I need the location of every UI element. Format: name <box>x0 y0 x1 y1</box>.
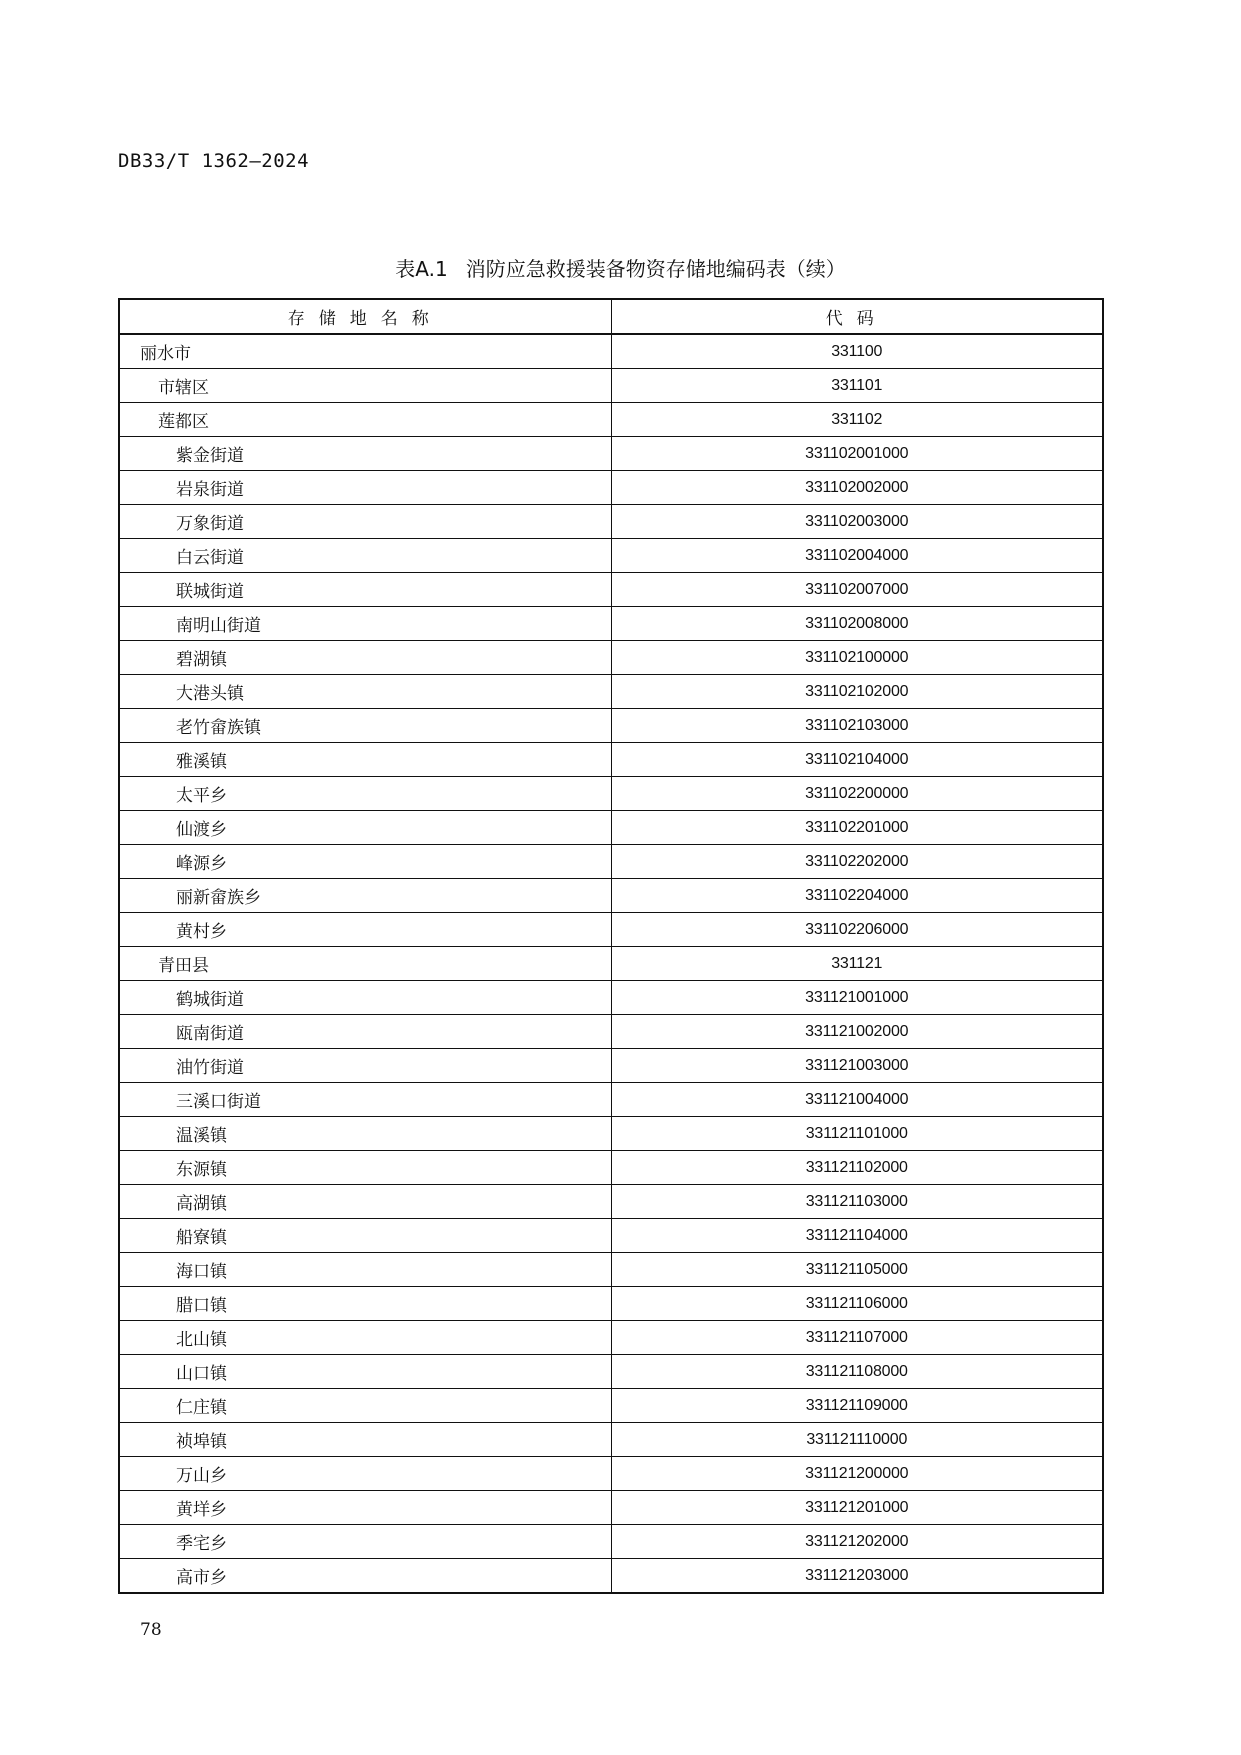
location-name-cell: 碧湖镇 <box>119 641 611 675</box>
location-name-cell: 高湖镇 <box>119 1185 611 1219</box>
table-row <box>119 1525 1103 1559</box>
table-title-text: 消防应急救援装备物资存储地编码表（续） <box>465 257 846 281</box>
location-code-cell: 331121102000 <box>611 1151 1103 1185</box>
table-row <box>119 1389 1103 1423</box>
location-name-cell: 北山镇 <box>119 1321 611 1355</box>
location-name-cell: 高市乡 <box>119 1559 611 1594</box>
location-name-cell: 莲都区 <box>119 403 611 437</box>
table-row <box>119 1049 1103 1083</box>
location-code-cell: 331102104000 <box>611 743 1103 777</box>
location-code-cell: 331102002000 <box>611 471 1103 505</box>
location-code-cell: 331102007000 <box>611 573 1103 607</box>
location-name-cell: 丽水市 <box>119 334 611 369</box>
location-name-cell: 岩泉街道 <box>119 471 611 505</box>
table-row <box>119 1083 1103 1117</box>
location-name-cell: 万象街道 <box>119 505 611 539</box>
location-name-cell: 联城街道 <box>119 573 611 607</box>
location-code-cell: 331121200000 <box>611 1457 1103 1491</box>
location-code-cell: 331121001000 <box>611 981 1103 1015</box>
location-code-cell: 331102001000 <box>611 437 1103 471</box>
table-row <box>119 675 1103 709</box>
location-name-cell: 峰源乡 <box>119 845 611 879</box>
location-code-cell: 331100 <box>611 334 1103 369</box>
table-row <box>119 1355 1103 1389</box>
table-row <box>119 1219 1103 1253</box>
location-code-cell: 331121108000 <box>611 1355 1103 1389</box>
location-name-cell: 三溪口街道 <box>119 1083 611 1117</box>
table-row <box>119 1253 1103 1287</box>
location-name-cell: 船寮镇 <box>119 1219 611 1253</box>
location-code-cell: 331102103000 <box>611 709 1103 743</box>
table-row <box>119 947 1103 981</box>
table-title <box>0 253 1241 282</box>
table-row <box>119 981 1103 1015</box>
location-name-cell: 青田县 <box>119 947 611 981</box>
location-code-cell: 331102204000 <box>611 879 1103 913</box>
table-body <box>119 334 1103 1593</box>
location-name-cell: 万山乡 <box>119 1457 611 1491</box>
location-name-cell: 黄村乡 <box>119 913 611 947</box>
location-code-cell: 331121101000 <box>611 1117 1103 1151</box>
table-row <box>119 913 1103 947</box>
location-name-cell: 雅溪镇 <box>119 743 611 777</box>
table-row <box>119 369 1103 403</box>
location-code-cell: 331121202000 <box>611 1525 1103 1559</box>
table-row <box>119 1491 1103 1525</box>
location-code-cell: 331121002000 <box>611 1015 1103 1049</box>
location-code-cell: 331121 <box>611 947 1103 981</box>
location-code-cell: 331121106000 <box>611 1287 1103 1321</box>
location-code-cell: 331121004000 <box>611 1083 1103 1117</box>
location-name-cell: 仙渡乡 <box>119 811 611 845</box>
location-code-cell: 331121104000 <box>611 1219 1103 1253</box>
location-name-cell: 南明山街道 <box>119 607 611 641</box>
location-name-cell: 丽新畲族乡 <box>119 879 611 913</box>
location-code-cell: 331102008000 <box>611 607 1103 641</box>
table-row <box>119 743 1103 777</box>
table-row <box>119 1287 1103 1321</box>
location-code-cell: 331121103000 <box>611 1185 1103 1219</box>
location-name-cell: 鹤城街道 <box>119 981 611 1015</box>
table-row <box>119 573 1103 607</box>
table-row <box>119 505 1103 539</box>
location-name-cell: 温溪镇 <box>119 1117 611 1151</box>
table-row <box>119 811 1103 845</box>
table-title-label: 表A.1 <box>395 257 448 281</box>
table-row <box>119 437 1103 471</box>
location-name-cell: 瓯南街道 <box>119 1015 611 1049</box>
location-name-cell: 腊口镇 <box>119 1287 611 1321</box>
location-name-cell: 仁庄镇 <box>119 1389 611 1423</box>
location-code-cell: 331121203000 <box>611 1559 1103 1594</box>
location-name-cell: 大港头镇 <box>119 675 611 709</box>
table-row <box>119 641 1103 675</box>
location-name-cell: 黄垟乡 <box>119 1491 611 1525</box>
location-code-cell: 331102 <box>611 403 1103 437</box>
table-row <box>119 471 1103 505</box>
table-row <box>119 1321 1103 1355</box>
location-name-cell: 山口镇 <box>119 1355 611 1389</box>
location-name-cell: 紫金街道 <box>119 437 611 471</box>
location-code-cell: 331121107000 <box>611 1321 1103 1355</box>
location-code-cell: 331121105000 <box>611 1253 1103 1287</box>
table-header-row <box>119 299 1103 334</box>
table-row <box>119 777 1103 811</box>
table-row <box>119 1151 1103 1185</box>
location-name-cell: 白云街道 <box>119 539 611 573</box>
table-row <box>119 1457 1103 1491</box>
location-name-cell: 祯埠镇 <box>119 1423 611 1457</box>
location-code-cell: 331121201000 <box>611 1491 1103 1525</box>
location-name-cell: 市辖区 <box>119 369 611 403</box>
table-row <box>119 607 1103 641</box>
location-code-cell: 331121003000 <box>611 1049 1103 1083</box>
location-code-cell: 331102004000 <box>611 539 1103 573</box>
header-code: 代码 <box>611 299 1103 334</box>
table-row <box>119 709 1103 743</box>
location-code-cell: 331121110000 <box>611 1423 1103 1457</box>
location-code-cell: 331121109000 <box>611 1389 1103 1423</box>
location-code-cell: 331102003000 <box>611 505 1103 539</box>
location-code-cell: 331102202000 <box>611 845 1103 879</box>
table-row <box>119 1117 1103 1151</box>
document-id: DB33/T 1362—2024 <box>118 150 310 172</box>
table-row <box>119 1559 1103 1594</box>
location-name-cell: 太平乡 <box>119 777 611 811</box>
table-row <box>119 334 1103 369</box>
table-row <box>119 403 1103 437</box>
table-row <box>119 539 1103 573</box>
table-row <box>119 1423 1103 1457</box>
table-row <box>119 1015 1103 1049</box>
location-code-cell: 331102200000 <box>611 777 1103 811</box>
page-number: 78 <box>140 1620 162 1640</box>
storage-code-table <box>118 298 1104 1594</box>
location-name-cell: 东源镇 <box>119 1151 611 1185</box>
header-name: 存储地名称 <box>119 299 611 334</box>
table-row <box>119 845 1103 879</box>
location-code-cell: 331101 <box>611 369 1103 403</box>
location-name-cell: 季宅乡 <box>119 1525 611 1559</box>
location-code-cell: 331102100000 <box>611 641 1103 675</box>
location-code-cell: 331102201000 <box>611 811 1103 845</box>
location-name-cell: 海口镇 <box>119 1253 611 1287</box>
location-name-cell: 油竹街道 <box>119 1049 611 1083</box>
location-code-cell: 331102102000 <box>611 675 1103 709</box>
location-name-cell: 老竹畲族镇 <box>119 709 611 743</box>
location-code-cell: 331102206000 <box>611 913 1103 947</box>
table-row <box>119 879 1103 913</box>
table-row <box>119 1185 1103 1219</box>
